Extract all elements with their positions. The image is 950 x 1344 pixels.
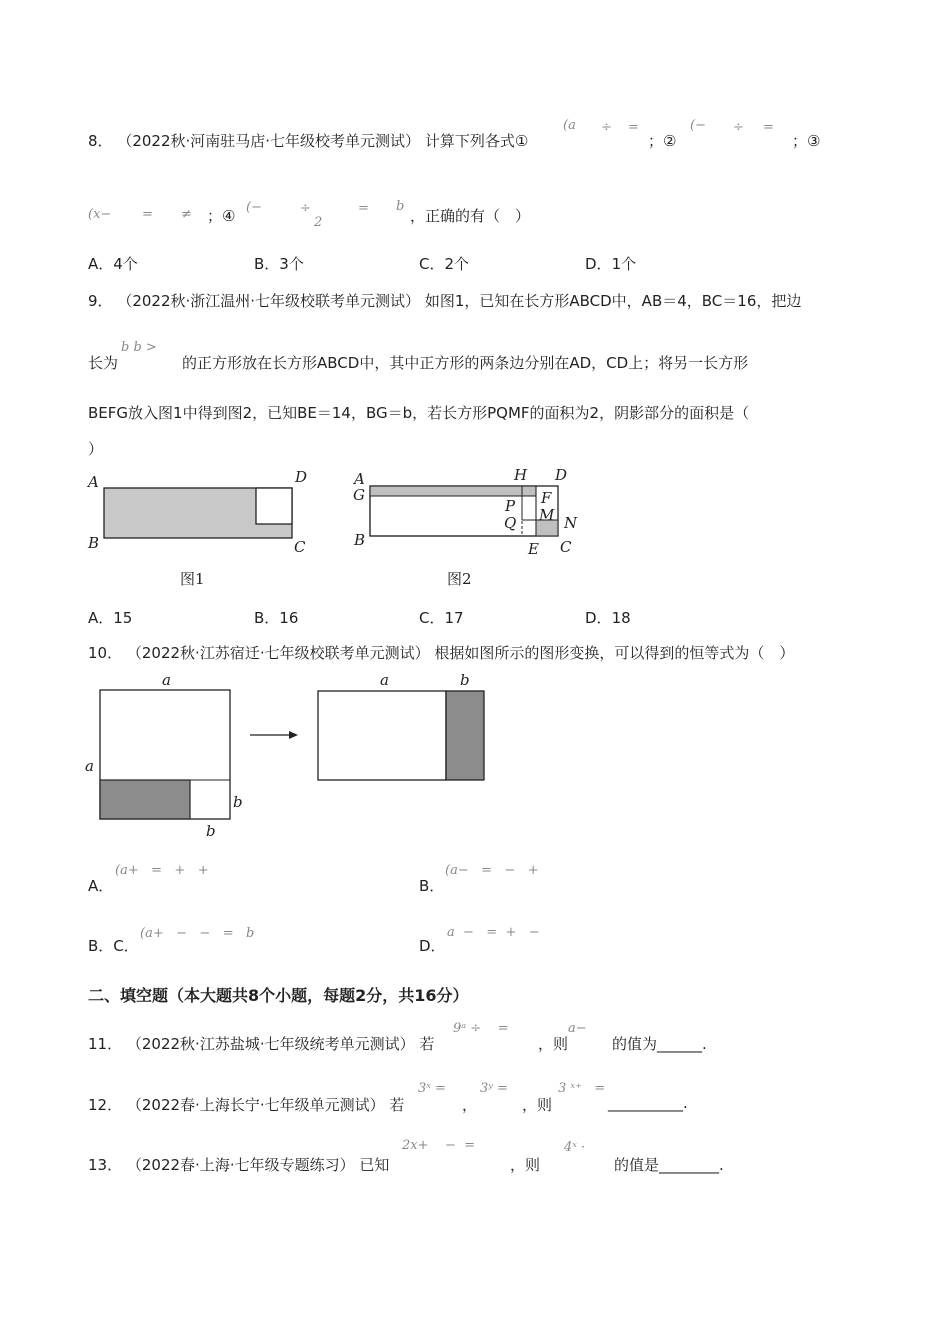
q12-sep: ， (462, 1096, 478, 1114)
fig2-label-n: N (564, 514, 578, 532)
q8-expr1-eq: = (628, 120, 639, 135)
fig2-label-g: G (353, 486, 365, 504)
q10-line1 (88, 642, 794, 663)
q10-source: （2022秋·江苏宿迁·七年级校联考单元测试） (126, 644, 430, 662)
q11-post: 的值为______. (612, 1035, 707, 1053)
q10-option-d-expr: a − = + − (447, 925, 540, 940)
q10-option-d-letter[interactable]: D． (419, 937, 446, 955)
q8-expr4-a: (− (246, 200, 262, 215)
q9-figure-2 (350, 462, 590, 590)
q9-text-4: ） (88, 440, 104, 458)
q8-number: 8． (88, 132, 113, 150)
q8-line1 (88, 130, 528, 151)
fig2-label-p: P (505, 497, 516, 515)
q10-option-a-letter[interactable]: A． (88, 877, 114, 895)
q10-stem: 根据如图所示的图形变换，可以得到的恒等式为（ ） (434, 644, 795, 662)
q8-source: （2022秋·河南驻马店·七年级校考单元测试） (117, 132, 421, 150)
q9-option-a[interactable]: A．15 (88, 609, 133, 627)
q10-number: 10． (88, 644, 123, 662)
q11-line (88, 1033, 434, 1054)
q10-fig-label-a-top: a (162, 671, 171, 689)
q8-expr3-eq: = (142, 207, 153, 222)
q8-stem: 计算下列各式① (424, 132, 529, 150)
q12-number: 12． (88, 1096, 123, 1114)
q9-number: 9． (88, 292, 113, 310)
q9-figure-1 (84, 466, 314, 591)
q8-expr3-a: (x− (88, 207, 112, 222)
q10-option-c-letter[interactable]: B．C． (88, 937, 139, 955)
q11-pre: 若 (419, 1035, 435, 1053)
q8-expr4-2: 2 (314, 215, 323, 230)
fig2-label-d: D (555, 466, 568, 484)
q9-option-b[interactable]: B．16 (254, 609, 299, 627)
q13-answer-blank[interactable]: ________ (659, 1156, 720, 1174)
q8-sep4: ；④ (207, 207, 236, 225)
q12-answer-blank[interactable]: __________ (608, 1094, 683, 1112)
q10-fig-label-b-bottom: b (206, 822, 216, 840)
fig2-label-h: H (514, 466, 528, 484)
q12-source: （2022春·上海长宁·七年级单元测试） (126, 1096, 385, 1114)
q9-source: （2022秋·浙江温州·七年级校联考单元测试） (117, 292, 421, 310)
q11-mid: ，则 (538, 1035, 569, 1053)
q8-option-b[interactable]: B．3个 (254, 255, 304, 273)
q11-expr1: 9ᵃ ÷ = (453, 1021, 509, 1036)
q9-line2-expr: b b > (121, 340, 157, 355)
fig2-label-f: F (541, 489, 552, 507)
q12-line (88, 1094, 404, 1115)
fig1-label-c: C (294, 538, 306, 556)
q8-expr1-a: (a (563, 118, 576, 133)
q11-number: 11． (88, 1035, 123, 1053)
q12-expr2: 3ʸ = (480, 1081, 508, 1096)
q10-option-c-expr: (a+ − − = b (140, 926, 255, 941)
fig2-label-e: E (528, 540, 539, 558)
q9-option-d[interactable]: D．18 (585, 609, 631, 627)
q12-answer: __________. (608, 1094, 688, 1112)
q11-expr2: a− (568, 1021, 587, 1036)
q11-source: （2022秋·江苏盐城·七年级统考单元测试） (126, 1035, 415, 1053)
q10-fig-label-a-left: a (85, 757, 94, 775)
q8-expr1-div: ÷ (601, 120, 612, 135)
q9-text-3: BEFG放入图1中得到图2，已知BE＝14，BG＝b，若长方形PQMF的面积为2，阴影部分的面积是（ (88, 404, 750, 422)
q13-expr1: 2x+ − = (402, 1138, 476, 1153)
q13-mid: ，则 (510, 1156, 541, 1174)
q13-source: （2022春·上海·七年级专题练习） (126, 1156, 355, 1174)
q12-mid: ，则 (522, 1096, 553, 1114)
q10-figure (80, 668, 500, 843)
q9-line2-post: 的正方形放在长方形ABCD中，其中正方形的两条边分别在AD，CD上；将另一长方形 (182, 354, 749, 372)
q10-fig-label-b-right: b (233, 793, 243, 811)
q13-number: 13． (88, 1156, 123, 1174)
fig2-caption: 图2 (447, 570, 472, 588)
q8-expr4-b: b (396, 199, 405, 214)
q8-tail: ，正确的有（ ） (410, 207, 531, 225)
fig2-label-m: M (539, 506, 555, 524)
fig2-label-a: A (354, 470, 365, 488)
q13-line (88, 1154, 389, 1175)
q10-option-a-expr: (a+ = + + (115, 863, 209, 878)
fig2-label-q: Q (504, 514, 517, 532)
q12-expr1: 3ˣ = (418, 1081, 446, 1096)
q13-post: 的值是________. (614, 1156, 724, 1174)
q12-expr3: 3 ˣ⁺ = (558, 1081, 606, 1096)
section-2-title: 二、填空题（本大题共8个小题，每题2分，共16分） (88, 986, 469, 1005)
q8-option-c[interactable]: C．2个 (419, 255, 470, 273)
q8-sep3: ；③ (792, 132, 821, 150)
q8-option-a[interactable]: A．4个 (88, 255, 138, 273)
fig2-label-b: B (354, 531, 366, 549)
q8-sep2: ；② (648, 132, 677, 150)
q11-answer-blank[interactable]: ______ (657, 1035, 703, 1053)
q9-line1 (88, 290, 801, 311)
fig1-caption: 图1 (180, 570, 205, 588)
fig1-label-b: B (88, 534, 100, 552)
q8-option-d[interactable]: D．1个 (585, 255, 637, 273)
q10-fig-label-b-right-top: b (460, 671, 470, 689)
q12-pre: 若 (389, 1096, 405, 1114)
fig2-label-c: C (560, 538, 572, 556)
fig1-label-a: A (88, 473, 99, 491)
q9-option-c[interactable]: C．17 (419, 609, 464, 627)
q13-pre: 已知 (359, 1156, 390, 1174)
q10-option-b-letter[interactable]: B． (419, 877, 445, 895)
q8-expr2-div: ÷ (733, 120, 744, 135)
q8-expr2-eq: = (763, 120, 774, 135)
fig1-label-d: D (295, 468, 308, 486)
q8-expr3-neq: ≠ (181, 207, 192, 222)
q8-expr2-a: (− (690, 118, 706, 133)
q8-expr4-div: ÷ (300, 201, 311, 216)
q9-line2-pre: 长为 (88, 354, 119, 372)
q8-expr4-eq: = (358, 201, 369, 216)
q9-text-1: 如图1，已知在长方形ABCD中，AB＝4，BC＝16，把边 (424, 292, 802, 310)
q13-expr2: 4ˣ · (564, 1140, 586, 1155)
q10-fig-label-a-right: a (380, 671, 389, 689)
q10-option-b-expr: (a− = − + (445, 863, 539, 878)
